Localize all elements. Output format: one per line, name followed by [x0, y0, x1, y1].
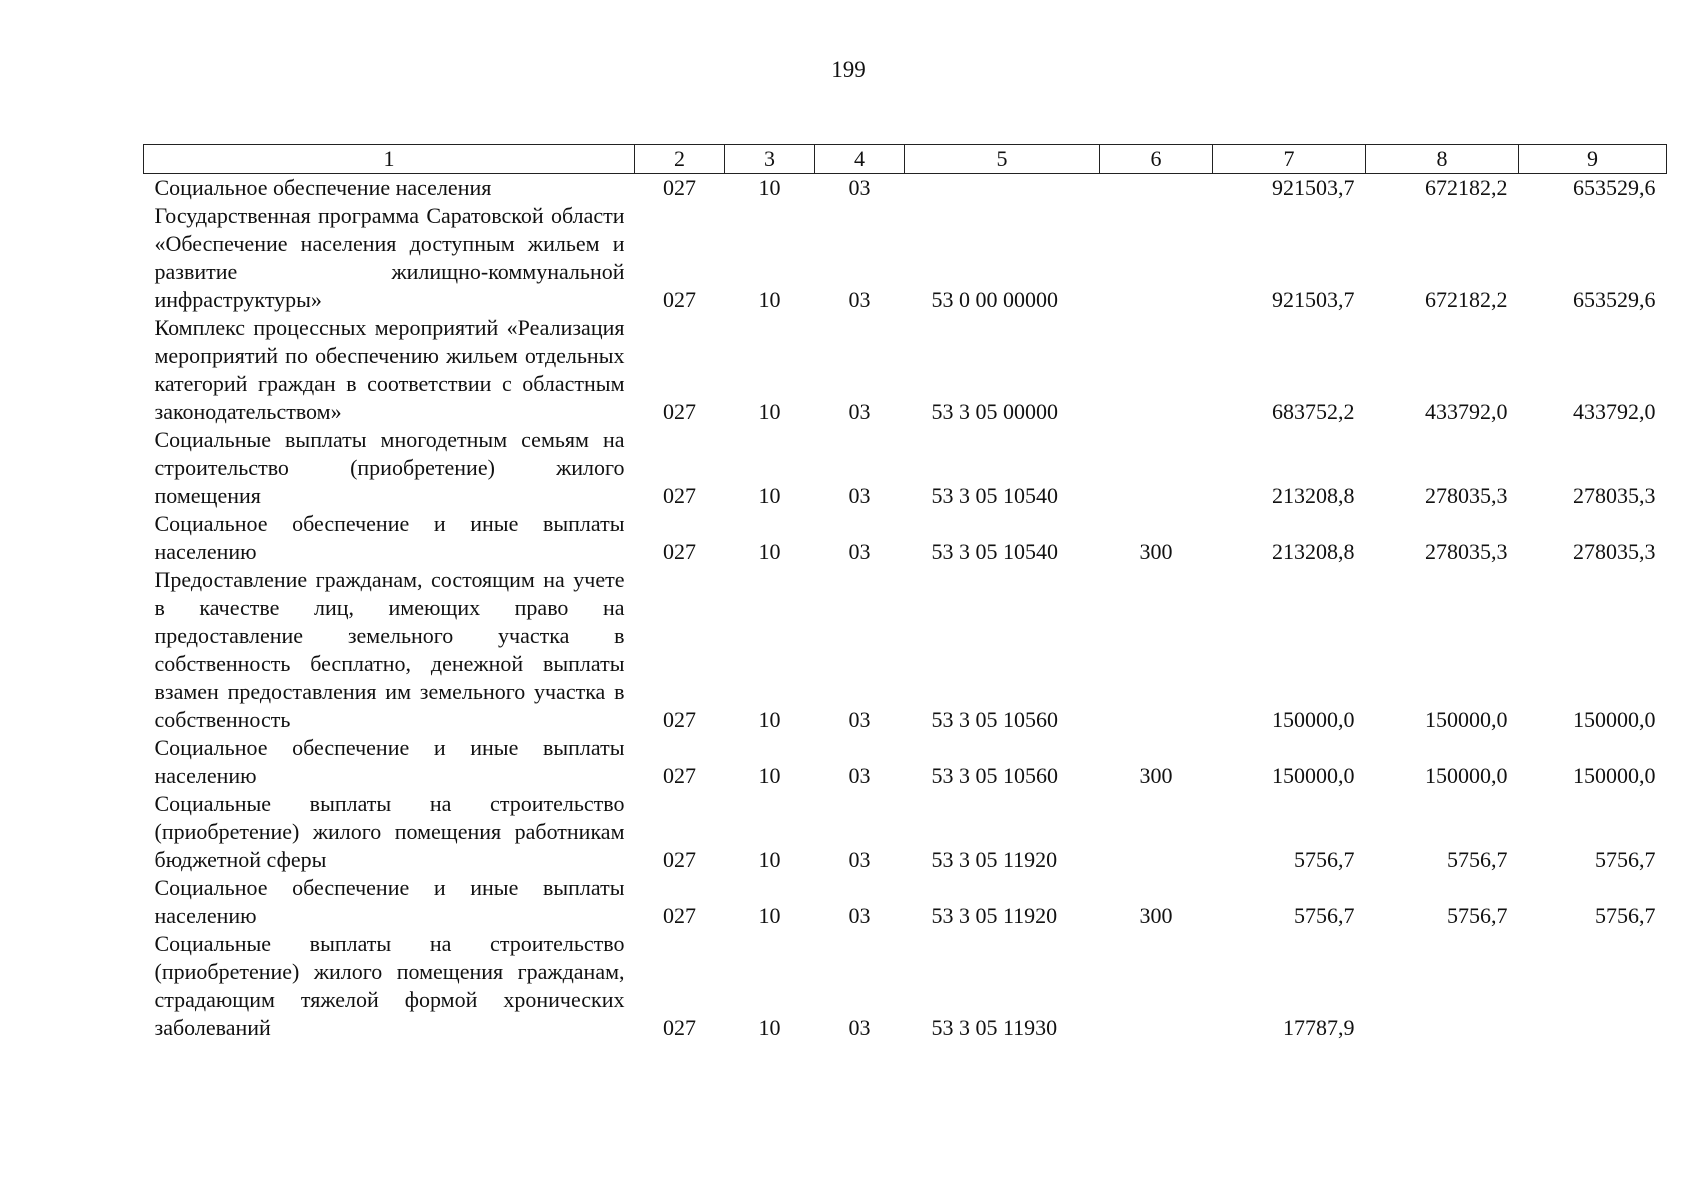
- row-amount-9-cell: 653529,6: [1573, 287, 1656, 312]
- row-code-2-cell: 027: [663, 847, 696, 872]
- row-name-cell: Социальное обеспечение и иные выплаты населению: [154, 735, 625, 788]
- row-name-cell: Социальные выплаты на строительство (приобретение) жилого помещения работникам бюджетной сферы: [154, 791, 625, 872]
- row-code-4-cell: 03: [848, 847, 871, 872]
- row-code-2-cell: 027: [663, 539, 696, 564]
- row-code-5-cell: 53 3 05 11920: [931, 847, 1058, 872]
- header-cell-6: 6: [1100, 145, 1213, 174]
- row-code-2-cell: 027: [663, 399, 696, 424]
- table-row: [144, 426, 1667, 510]
- row-code-5-cell: 53 3 05 10560: [931, 707, 1058, 732]
- row-name-cell: Социальные выплаты многодетным семьям на строительство (приобретение) жилого помещения: [154, 427, 625, 508]
- row-name-cell: Социальное обеспечение и иные выплаты населению: [154, 875, 625, 928]
- row-code-6-cell: [1100, 426, 1213, 510]
- row-amount-8-cell: 433792,0: [1425, 399, 1508, 424]
- row-code-2-cell: 027: [663, 763, 696, 788]
- row-amount-7-cell: 213208,8: [1272, 539, 1355, 564]
- row-amount-9-cell: 433792,0: [1573, 399, 1656, 424]
- table-row: [144, 314, 1667, 426]
- row-code-2-cell: 027: [663, 707, 696, 732]
- header-cell-3: 3: [725, 145, 815, 174]
- row-name-cell: Комплекс процессных мероприятий «Реализация мероприятий по обеспечению жильем отдельных категорий граждан в соответствии с областным законодательством»: [154, 315, 625, 424]
- table-row: [144, 874, 1667, 930]
- row-amount-7-cell: 921503,7: [1272, 175, 1355, 200]
- row-amount-9-cell: 5756,7: [1595, 847, 1656, 872]
- header-cell-5: 5: [905, 145, 1100, 174]
- header-cell-7: 7: [1213, 145, 1366, 174]
- row-amount-7-cell: 921503,7: [1272, 287, 1355, 312]
- header-cell-9: 9: [1519, 145, 1667, 174]
- row-amount-8-cell: 5756,7: [1447, 847, 1508, 872]
- budget-table: [143, 144, 1667, 1042]
- page-number: 199: [831, 57, 866, 82]
- row-amount-8-cell: 278035,3: [1425, 483, 1508, 508]
- row-code-3-cell: 10: [758, 707, 781, 732]
- row-code-5-cell: 53 3 05 10540: [931, 539, 1058, 564]
- row-code-2-cell: 027: [663, 287, 696, 312]
- row-amount-9-cell: [1519, 930, 1667, 1042]
- row-amount-7-cell: 150000,0: [1272, 707, 1355, 732]
- header-cell-4: 4: [815, 145, 905, 174]
- table-row: [144, 734, 1667, 790]
- row-code-5-cell: [905, 174, 1100, 203]
- table-header: [144, 145, 1667, 174]
- row-name-cell: Социальные выплаты на строительство (приобретение) жилого помещения гражданам, страдающим тяжелой формой хронических заболеваний: [154, 931, 625, 1040]
- row-code-6-cell: 300: [1139, 763, 1173, 788]
- row-code-3-cell: 10: [758, 399, 781, 424]
- row-amount-9-cell: 5756,7: [1595, 903, 1656, 928]
- row-code-5-cell: 53 3 05 10540: [931, 483, 1058, 508]
- row-code-3-cell: 10: [758, 1015, 781, 1040]
- table-row: [144, 174, 1667, 203]
- row-code-2-cell: 027: [663, 483, 696, 508]
- header-cell-8: 8: [1366, 145, 1519, 174]
- row-code-4-cell: 03: [848, 287, 871, 312]
- row-code-2-cell: 027: [663, 1015, 696, 1040]
- row-code-3-cell: 10: [758, 483, 781, 508]
- row-code-5-cell: 53 0 00 00000: [931, 287, 1058, 312]
- row-amount-7-cell: 683752,2: [1272, 399, 1355, 424]
- row-name-cell: Предоставление гражданам, состоящим на учете в качестве лиц, имеющих право на предоставление земельного участка в собственность бесплатно, денежной выплаты взамен предоставления им земельного участка в собственность: [154, 567, 625, 732]
- row-code-6-cell: [1100, 314, 1213, 426]
- table-row: [144, 202, 1667, 314]
- row-amount-9-cell: 150000,0: [1573, 763, 1656, 788]
- row-name-cell: Социальное обеспечение населения: [154, 175, 492, 200]
- row-code-3-cell: 10: [758, 763, 781, 788]
- row-code-6-cell: [1100, 930, 1213, 1042]
- row-code-5-cell: 53 3 05 11930: [931, 1015, 1058, 1040]
- row-code-2-cell: 027: [663, 175, 696, 200]
- row-code-3-cell: 10: [758, 539, 781, 564]
- row-code-3-cell: 10: [758, 287, 781, 312]
- row-amount-7-cell: 213208,8: [1272, 483, 1355, 508]
- row-amount-9-cell: 150000,0: [1573, 707, 1656, 732]
- table-row: [144, 510, 1667, 566]
- row-amount-7-cell: 5756,7: [1294, 903, 1355, 928]
- row-code-4-cell: 03: [848, 399, 871, 424]
- row-name-cell: Социальное обеспечение и иные выплаты населению: [154, 511, 625, 564]
- row-name-cell: Государственная программа Саратовской области «Обеспечение населения доступным жильем и развитие жилищно-коммунальной инфраструктуры»: [154, 203, 625, 312]
- row-code-2-cell: 027: [663, 903, 696, 928]
- header-cell-1: 1: [144, 145, 635, 174]
- row-code-3-cell: 10: [758, 847, 781, 872]
- table-body: [144, 174, 1667, 1043]
- row-code-4-cell: 03: [848, 1015, 871, 1040]
- row-amount-8-cell: 150000,0: [1425, 707, 1508, 732]
- row-amount-7-cell: 150000,0: [1272, 763, 1355, 788]
- row-code-6-cell: 300: [1139, 539, 1173, 564]
- table-row: [144, 930, 1667, 1042]
- row-code-4-cell: 03: [848, 175, 871, 200]
- row-code-4-cell: 03: [848, 763, 871, 788]
- row-code-6-cell: [1100, 202, 1213, 314]
- row-amount-8-cell: 672182,2: [1425, 287, 1508, 312]
- row-code-3-cell: 10: [758, 175, 781, 200]
- row-amount-8-cell: 150000,0: [1425, 763, 1508, 788]
- row-code-3-cell: 10: [758, 903, 781, 928]
- row-amount-9-cell: 278035,3: [1573, 539, 1656, 564]
- row-amount-9-cell: 278035,3: [1573, 483, 1656, 508]
- row-code-5-cell: 53 3 05 10560: [931, 763, 1058, 788]
- row-amount-7-cell: 5756,7: [1294, 847, 1355, 872]
- row-amount-8-cell: 672182,2: [1425, 175, 1508, 200]
- row-code-6-cell: [1100, 174, 1213, 203]
- row-amount-8-cell: 278035,3: [1425, 539, 1508, 564]
- table-row: [144, 790, 1667, 874]
- row-amount-8-cell: [1366, 930, 1519, 1042]
- table-row: [144, 566, 1667, 734]
- row-code-5-cell: 53 3 05 00000: [931, 399, 1058, 424]
- row-code-4-cell: 03: [848, 483, 871, 508]
- row-code-6-cell: [1100, 566, 1213, 734]
- row-code-4-cell: 03: [848, 539, 871, 564]
- row-code-4-cell: 03: [848, 903, 871, 928]
- header-row: [144, 145, 1667, 174]
- row-amount-8-cell: 5756,7: [1447, 903, 1508, 928]
- row-code-5-cell: 53 3 05 11920: [931, 903, 1058, 928]
- row-code-4-cell: 03: [848, 707, 871, 732]
- header-cell-2: 2: [635, 145, 725, 174]
- row-code-6-cell: 300: [1139, 903, 1173, 928]
- row-code-6-cell: [1100, 790, 1213, 874]
- row-amount-9-cell: 653529,6: [1573, 175, 1656, 200]
- row-amount-7-cell: 17787,9: [1283, 1015, 1355, 1040]
